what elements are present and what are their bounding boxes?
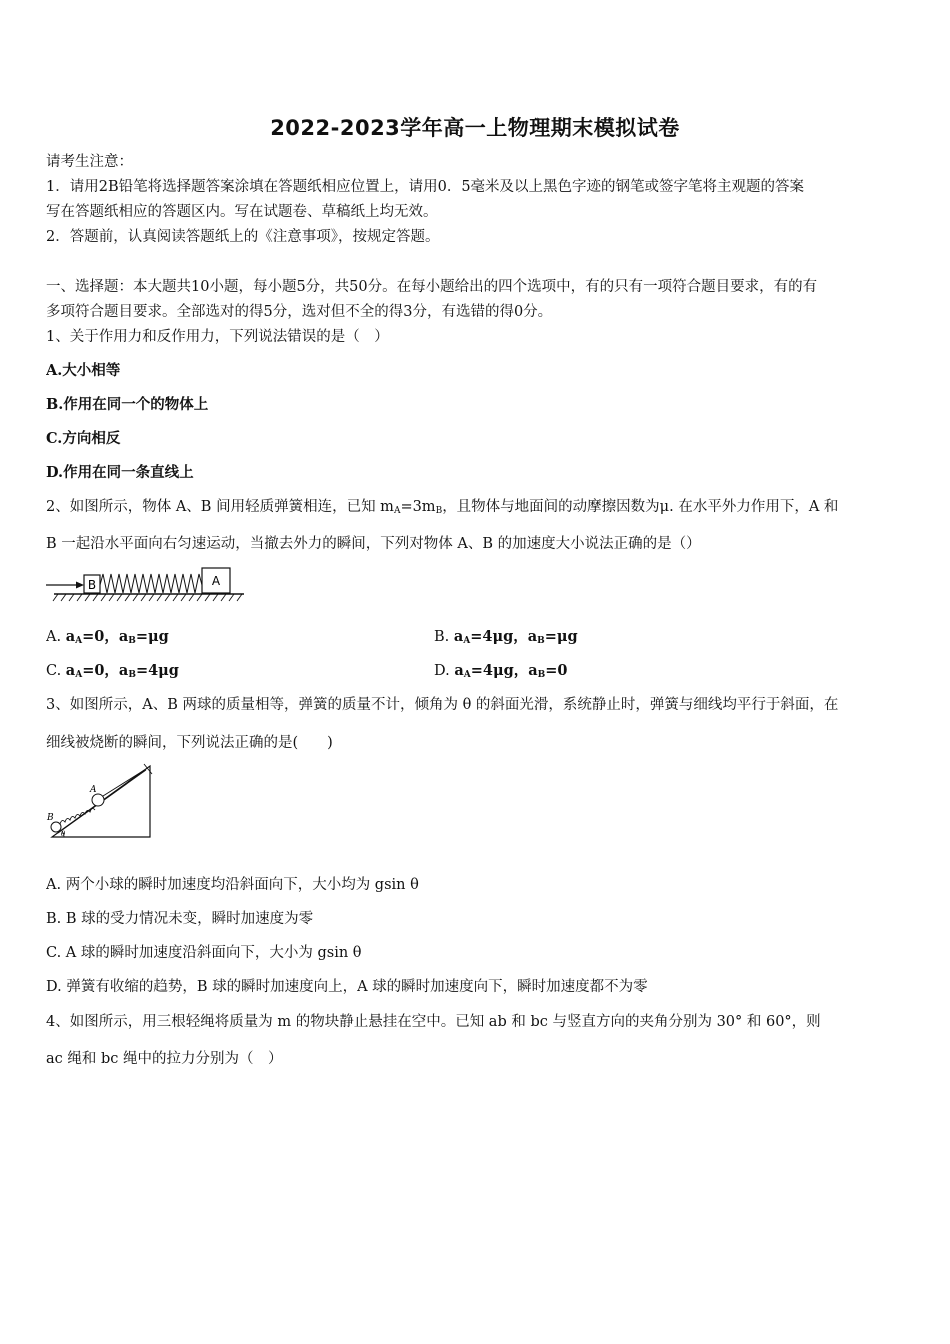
q2-option-c-text-3: =4μg xyxy=(135,662,179,679)
q2-option-c-sub-1: A xyxy=(75,670,83,680)
q3-incline-figure xyxy=(44,760,156,842)
q2-stem-line-1 xyxy=(46,497,908,521)
section-1-intro-line-2: 多项符合题目要求。全部选对的得5分，选对但不全的得3分，有选错的得0分。 xyxy=(46,304,553,320)
section-1-intro-line-1: 一、选择题：本大题共10小题，每小题5分，共50分。在每小题给出的四个选项中，有的只有一项符合题目要求，有的有 xyxy=(46,279,818,295)
q2-stem-part-1: 2、如图所示，物体 A、B 间用轻质弹簧相连，已知 m xyxy=(46,499,394,515)
page-title: 2022-2023学年高一上物理期末模拟试卷 xyxy=(270,116,680,140)
q2-option-d-text-3: =0 xyxy=(545,662,568,679)
q3-figure-label-b: B xyxy=(47,813,54,823)
q2-option-b-text-3: =μg xyxy=(544,628,578,645)
q3-option-d: D. 弹簧有收缩的趋势，B 球的瞬时加速度向上，A 球的瞬时加速度向下，瞬时加速度都不为零 xyxy=(46,979,648,995)
q4-stem-line-1: 4、如图所示，用三根轻绳将质量为 m 的物块静止悬挂在空中。已知 ab 和 bc 与竖直方向的夹角分别为 30° 和 60°，则 xyxy=(46,1014,821,1030)
q4-stem-line-2: ac 绳和 bc 绳中的拉力分别为（ ） xyxy=(46,1051,283,1067)
notice-item-2: 2．答题前，认真阅读答题纸上的《注意事项》，按规定答题。 xyxy=(46,229,440,245)
q2-stem-sub-1: A xyxy=(393,506,401,516)
q3-stem-line-1: 3、如图所示，A、B 两球的质量相等，弹簧的质量不计，倾角为 θ 的斜面光滑，系统静止时，弹簧与细线均平行于斜面，在 xyxy=(46,697,839,713)
q2-option-d-text-1: a xyxy=(454,662,464,679)
q2-figure-label-b: B xyxy=(87,578,97,592)
q2-option-a-sub-1: A xyxy=(75,636,83,646)
q2-option-b-sub-1: A xyxy=(463,636,471,646)
q2-option-b-text-1: a xyxy=(453,628,464,645)
q2-option-b xyxy=(434,627,834,651)
notice-item-1-line-2: 写在答题纸相应的答题区内。写在试题卷、草稿纸上均无效。 xyxy=(46,204,438,220)
q1-stem: 1、关于作用力和反作用力，下列说法错误的是（ ） xyxy=(46,329,389,345)
q2-spring-blocks-figure xyxy=(46,565,248,605)
q2-stem-line-2: B 一起沿水平面向右匀速运动，当撤去外力的瞬间，下列对物体 A、B 的加速度大小说法正确的是（） xyxy=(46,536,701,552)
q2-option-c-sub-2: B xyxy=(128,670,136,680)
q2-figure-label-a: A xyxy=(211,574,221,588)
q2-option-a xyxy=(46,627,426,651)
notice-heading: 请考生注意： xyxy=(46,154,133,170)
q2-stem-part-3: ，且物体与地面间的动摩擦因数为μ. 在水平外力作用下，A 和 xyxy=(442,499,839,515)
q2-option-d-sub-2: B xyxy=(537,670,546,680)
q2-option-c-text-2: =0，a xyxy=(82,662,129,679)
q2-stem-sub-2: B xyxy=(435,506,443,516)
notice-item-1-line-1: 1．请用2B铅笔将选择题答案涂填在答题纸相应位置上，请用0．5毫米及以上黑色字迹的钢笔或签字笔将主观题的答案 xyxy=(46,179,805,195)
q3-option-a: A. 两个小球的瞬时加速度均沿斜面向下，大小均为 gsin θ xyxy=(46,877,419,893)
q3-stem-line-2: 细线被烧断的瞬间，下列说法正确的是( ) xyxy=(46,735,333,751)
q2-option-a-text-1: a xyxy=(65,628,76,645)
q2-option-a-text-2: =0，a xyxy=(82,628,129,645)
q2-stem-part-2: =3m xyxy=(400,499,436,515)
q2-option-c-text-1: a xyxy=(65,662,76,679)
q3-option-b: B. B 球的受力情况未变，瞬时加速度为零 xyxy=(46,911,314,927)
q3-option-c: C. A 球的瞬时加速度沿斜面向下，大小为 gsin θ xyxy=(46,945,362,961)
q2-option-a-text-3: =μg xyxy=(135,628,169,645)
q3-figure-label-a: A xyxy=(90,785,97,795)
q1-option-a: A.大小相等 xyxy=(46,362,121,379)
q2-option-c-prefix: C. xyxy=(46,663,66,679)
q3-figure-label-theta: θ xyxy=(61,830,66,838)
q2-option-a-prefix: A. xyxy=(46,629,66,645)
q2-option-b-text-2: =4μg，a xyxy=(470,628,538,645)
q2-option-c xyxy=(46,661,426,685)
q2-option-d-sub-1: A xyxy=(463,670,471,680)
q1-option-c: C.方向相反 xyxy=(46,430,121,447)
q2-option-b-sub-2: B xyxy=(537,636,545,646)
q2-option-b-prefix: B. xyxy=(434,629,454,645)
q1-option-d: D.作用在同一条直线上 xyxy=(46,464,194,481)
q2-option-d-prefix: D. xyxy=(434,663,455,679)
q2-option-d xyxy=(434,661,834,685)
q2-option-a-sub-2: B xyxy=(128,636,136,646)
q2-option-d-text-2: =4μg，a xyxy=(470,662,538,679)
q1-option-b: B.作用在同一个的物体上 xyxy=(46,396,209,413)
